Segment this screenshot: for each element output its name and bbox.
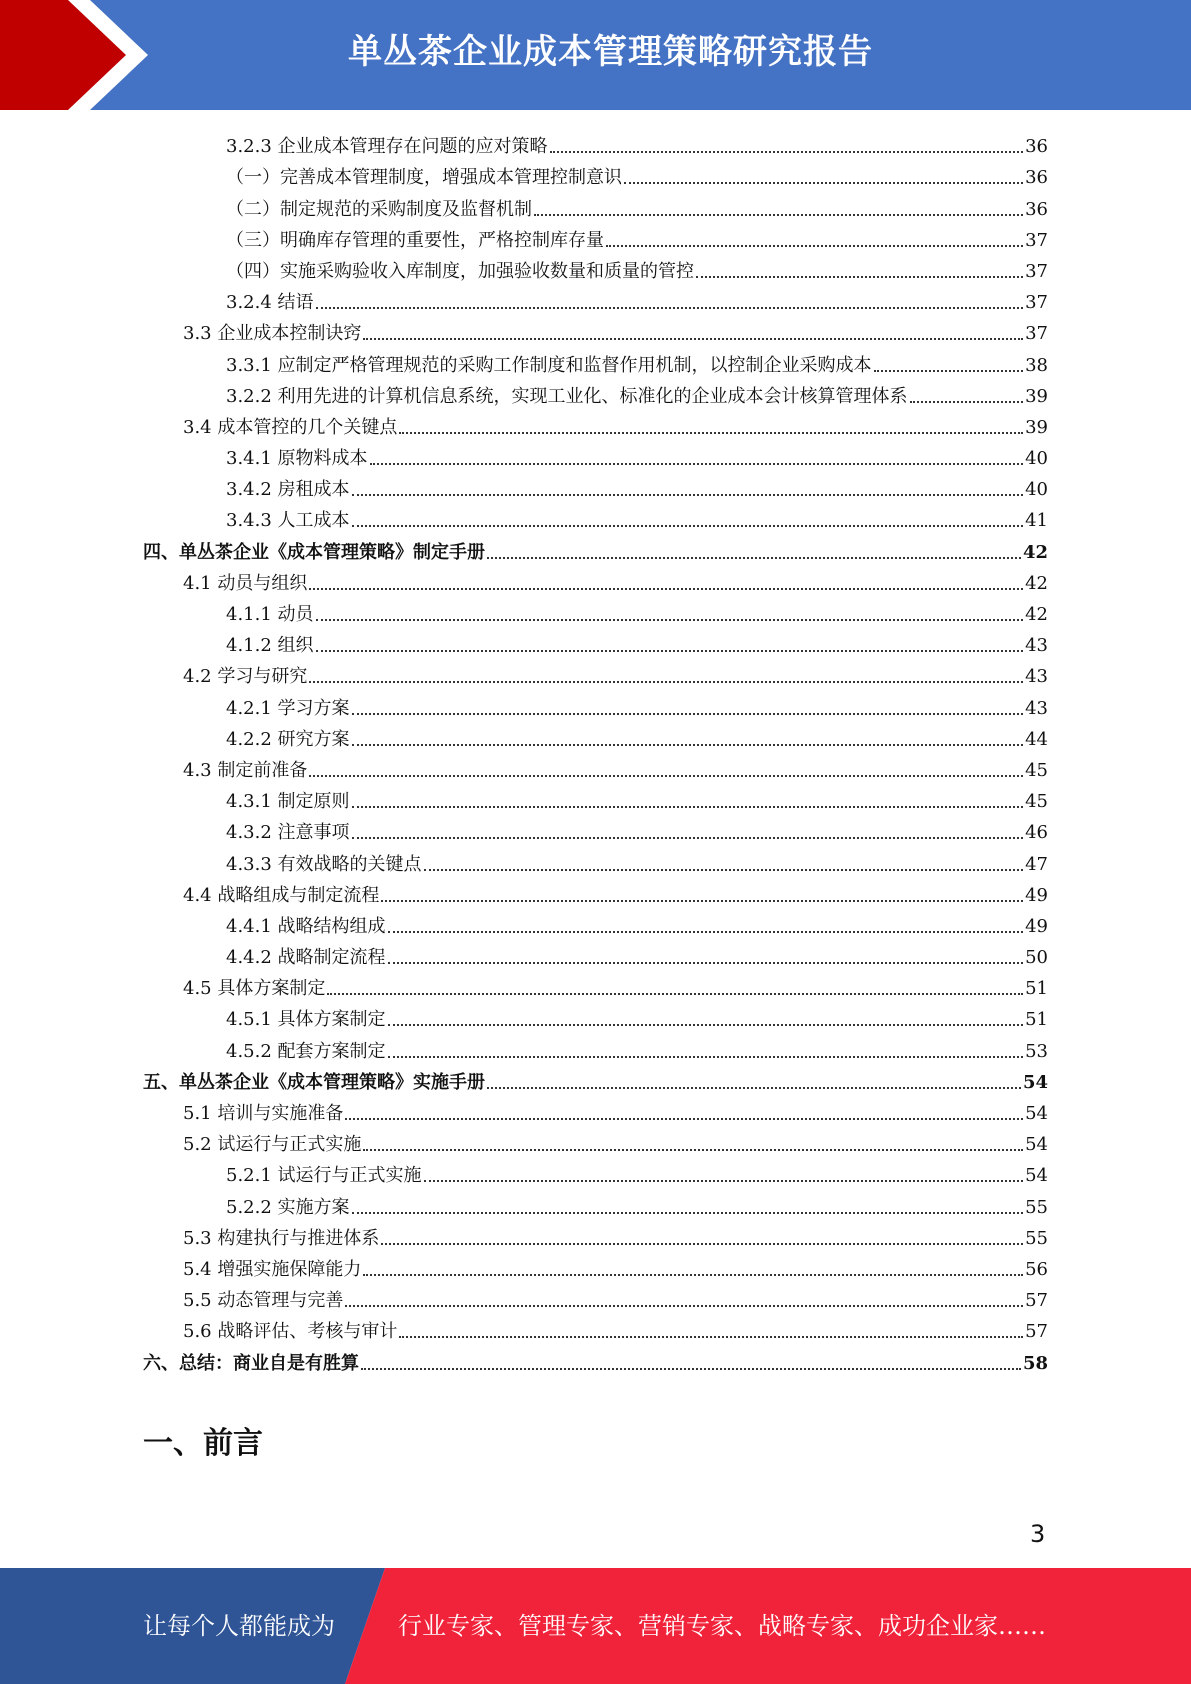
- toc-leader-dots: [399, 432, 1023, 434]
- toc-entry-page: 54: [1025, 1134, 1048, 1156]
- toc-entry[interactable]: [143, 814, 1048, 845]
- toc-entry[interactable]: [143, 845, 1048, 876]
- toc-leader-dots: [381, 900, 1023, 902]
- toc-entry-page: 53: [1025, 1040, 1048, 1062]
- toc-entry[interactable]: [143, 1095, 1048, 1126]
- toc-leader-dots: [534, 214, 1023, 216]
- toc-entry-label: 4.3.1 制定原则: [226, 791, 350, 813]
- toc-entry[interactable]: [143, 627, 1048, 658]
- toc-leader-dots: [316, 619, 1024, 621]
- toc-entry-page: 43: [1025, 635, 1048, 657]
- toc-entry-label: （一）完善成本管理制度，增强成本管理控制意识: [226, 167, 622, 189]
- toc-entry-page: 51: [1025, 978, 1048, 1000]
- toc-entry-label: 3.4.1 原物料成本: [226, 448, 368, 470]
- toc-entry-page: 37: [1025, 292, 1048, 314]
- toc-entry[interactable]: [143, 190, 1048, 221]
- toc-entry-page: 42: [1025, 572, 1048, 594]
- table-of-contents: [143, 128, 1048, 1376]
- toc-leader-dots: [309, 681, 1023, 683]
- toc-leader-dots: [388, 1056, 1024, 1058]
- toc-entry-label: 5.6 战略评估、考核与审计: [183, 1321, 398, 1343]
- toc-entry[interactable]: [143, 721, 1048, 752]
- footer-slogan-left: 让每个人都能成为: [143, 1612, 335, 1640]
- toc-leader-dots: [352, 494, 1024, 496]
- toc-leader-dots: [388, 962, 1024, 964]
- toc-entry-label: 3.2.2 利用先进的计算机信息系统，实现工业化、标准化的企业成本会计核算管理体系: [226, 385, 908, 407]
- toc-entry-page: 40: [1025, 479, 1048, 501]
- toc-leader-dots: [352, 713, 1024, 715]
- toc-entry[interactable]: [143, 752, 1048, 783]
- toc-entry[interactable]: [143, 440, 1048, 471]
- toc-entry-label: 4.4.2 战略制定流程: [226, 947, 386, 969]
- toc-entry[interactable]: [143, 128, 1048, 159]
- toc-entry-page: 45: [1025, 791, 1048, 813]
- toc-entry-label: 4.2 学习与研究: [183, 666, 308, 688]
- toc-entry[interactable]: [143, 1126, 1048, 1157]
- toc-entry[interactable]: [143, 1344, 1048, 1375]
- toc-leader-dots: [624, 182, 1023, 184]
- toc-entry[interactable]: [143, 1188, 1048, 1219]
- toc-entry-page: 37: [1025, 229, 1048, 251]
- toc-entry-label: 4.3.3 有效战略的关键点: [226, 853, 422, 875]
- footer-slogan-right: 行业专家、管理专家、营销专家、战略专家、成功企业家……: [398, 1612, 1046, 1640]
- toc-entry-label: 4.3 制定前准备: [183, 759, 308, 781]
- toc-entry-page: 37: [1025, 260, 1048, 282]
- toc-entry-page: 57: [1025, 1321, 1048, 1343]
- toc-entry-label: 4.4 战略组成与制定流程: [183, 884, 380, 906]
- toc-entry-page: 42: [1022, 541, 1048, 563]
- toc-entry-page: 45: [1025, 759, 1048, 781]
- toc-entry-label: 5.2.1 试运行与正式实施: [226, 1165, 422, 1187]
- toc-entry-page: 37: [1025, 323, 1048, 345]
- toc-entry[interactable]: [143, 1157, 1048, 1188]
- toc-entry-label: 4.2.2 研究方案: [226, 728, 350, 750]
- toc-entry-page: 54: [1022, 1071, 1048, 1093]
- toc-leader-dots: [363, 1274, 1023, 1276]
- toc-entry-label: 3.2.4 结语: [226, 292, 314, 314]
- toc-entry-page: 50: [1025, 947, 1048, 969]
- toc-entry-page: 54: [1025, 1165, 1048, 1187]
- toc-leader-dots: [388, 1024, 1024, 1026]
- toc-entry-label: 3.3.1 应制定严格管理规范的采购工作制度和监督作用机制，以控制企业采购成本: [226, 354, 872, 376]
- toc-entry-label: 4.1.1 动员: [226, 604, 314, 625]
- toc-entry-label: 3.4.3 人工成本: [226, 510, 350, 532]
- toc-entry[interactable]: [143, 471, 1048, 502]
- toc-entry-page: 38: [1025, 354, 1048, 376]
- toc-entry-label: 5.5 动态管理与完善: [183, 1290, 344, 1312]
- toc-entry[interactable]: [143, 1032, 1048, 1063]
- toc-entry-page: 36: [1025, 136, 1048, 158]
- toc-entry[interactable]: [143, 315, 1048, 346]
- page-footer: [0, 1568, 1191, 1684]
- toc-entry[interactable]: [143, 658, 1048, 689]
- toc-entry-label: （三）明确库存管理的重要性，严格控制库存量: [226, 229, 604, 251]
- toc-entry-page: 46: [1025, 822, 1048, 844]
- toc-entry[interactable]: [143, 1313, 1048, 1344]
- toc-leader-dots: [309, 775, 1023, 777]
- toc-entry-page: 57: [1025, 1290, 1048, 1312]
- toc-entry-page: 55: [1025, 1227, 1048, 1249]
- toc-entry-page: 49: [1025, 884, 1048, 906]
- toc-entry-page: 49: [1025, 915, 1048, 937]
- toc-entry-page: 36: [1025, 198, 1048, 220]
- toc-entry-label: （四）实施采购验收入库制度，加强验收数量和质量的管控: [226, 260, 694, 282]
- toc-entry-label: 3.4 成本管控的几个关键点: [183, 416, 398, 438]
- toc-entry-page: 55: [1025, 1196, 1048, 1218]
- toc-entry-label: 4.1 动员与组织: [183, 572, 308, 594]
- toc-entry-label: 5.4 增强实施保障能力: [183, 1258, 362, 1280]
- toc-entry[interactable]: [143, 689, 1048, 720]
- toc-entry[interactable]: [143, 1282, 1048, 1313]
- toc-leader-dots: [363, 1149, 1023, 1151]
- toc-entry[interactable]: [143, 222, 1048, 253]
- toc-leader-dots: [352, 837, 1024, 839]
- toc-entry-page: 42: [1025, 604, 1048, 625]
- section-heading: 一、前言: [143, 1426, 263, 1461]
- toc-entry[interactable]: [143, 159, 1048, 190]
- toc-leader-dots: [316, 307, 1024, 309]
- toc-entry-page: 44: [1025, 728, 1048, 750]
- toc-leader-dots: [606, 245, 1023, 247]
- report-title: 单丛茶企业成本管理策略研究报告: [348, 32, 873, 72]
- toc-leader-dots: [910, 401, 1024, 403]
- toc-entry-page: 58: [1022, 1352, 1048, 1374]
- toc-entry-page: 39: [1025, 385, 1048, 407]
- toc-leader-dots: [309, 588, 1023, 590]
- toc-leader-dots: [424, 1180, 1024, 1182]
- toc-leader-dots: [327, 993, 1023, 995]
- toc-entry-page: 47: [1025, 853, 1048, 875]
- toc-entry-page: 56: [1025, 1258, 1048, 1280]
- toc-entry[interactable]: [143, 284, 1048, 315]
- toc-entry-page: 43: [1025, 666, 1048, 688]
- toc-entry-page: 36: [1025, 167, 1048, 189]
- toc-entry[interactable]: [143, 409, 1048, 440]
- toc-entry-page: 39: [1025, 416, 1048, 438]
- toc-entry-label: 3.3 企业成本控制诀窍: [183, 323, 362, 345]
- page-header: [0, 0, 1191, 110]
- toc-leader-dots: [550, 151, 1024, 153]
- toc-entry-label: 5.3 构建执行与推进体系: [183, 1227, 380, 1249]
- toc-entry-label: （二）制定规范的采购制度及监督机制: [226, 198, 532, 220]
- toc-entry-page: 51: [1025, 1009, 1048, 1031]
- toc-entry-label: 3.2.3 企业成本管理存在问题的应对策略: [226, 136, 548, 158]
- toc-entry[interactable]: [143, 1001, 1048, 1032]
- toc-entry-label: 4.5 具体方案制定: [183, 978, 326, 1000]
- toc-leader-dots: [316, 650, 1024, 652]
- toc-entry-page: 41: [1025, 510, 1048, 532]
- toc-entry-page: 43: [1025, 697, 1048, 719]
- toc-leader-dots: [487, 1087, 1021, 1089]
- toc-leader-dots: [352, 1212, 1024, 1214]
- toc-entry-label: 六、总结：商业自是有胜算: [143, 1352, 359, 1374]
- toc-entry-label: 4.5.2 配套方案制定: [226, 1040, 386, 1062]
- toc-leader-dots: [345, 1118, 1023, 1120]
- toc-entry[interactable]: [143, 378, 1048, 409]
- toc-leader-dots: [399, 1336, 1023, 1338]
- toc-entry-label: 4.4.1 战略结构组成: [226, 915, 386, 937]
- toc-entry[interactable]: [143, 1064, 1048, 1095]
- toc-entry[interactable]: [143, 783, 1048, 814]
- toc-leader-dots: [352, 806, 1024, 808]
- toc-entry[interactable]: [143, 970, 1048, 1001]
- toc-entry-label: 5.2 试运行与正式实施: [183, 1134, 362, 1156]
- toc-leader-dots: [363, 338, 1023, 340]
- toc-leader-dots: [424, 869, 1024, 871]
- toc-leader-dots: [361, 1368, 1021, 1370]
- toc-leader-dots: [696, 276, 1023, 278]
- toc-entry[interactable]: [143, 346, 1048, 377]
- toc-entry[interactable]: [143, 1220, 1048, 1251]
- toc-leader-dots: [370, 463, 1024, 465]
- toc-entry-label: 4.2.1 学习方案: [226, 697, 350, 719]
- toc-entry[interactable]: [143, 596, 1048, 627]
- toc-leader-dots: [352, 525, 1024, 527]
- toc-entry-label: 四、单丛茶企业《成本管理策略》制定手册: [143, 541, 485, 563]
- toc-leader-dots: [874, 370, 1024, 372]
- toc-entry[interactable]: [143, 253, 1048, 284]
- toc-entry[interactable]: [143, 502, 1048, 533]
- page-number: 3: [1030, 1520, 1046, 1548]
- toc-leader-dots: [381, 1243, 1023, 1245]
- toc-entry[interactable]: [143, 533, 1048, 564]
- toc-leader-dots: [487, 557, 1021, 559]
- toc-entry[interactable]: [143, 565, 1048, 596]
- toc-entry-label: 4.5.1 具体方案制定: [226, 1009, 386, 1031]
- toc-entry[interactable]: [143, 1251, 1048, 1282]
- toc-entry-label: 五、单丛茶企业《成本管理策略》实施手册: [143, 1071, 485, 1093]
- toc-entry-label: 4.3.2 注意事项: [226, 822, 350, 844]
- toc-entry-page: 40: [1025, 448, 1048, 470]
- toc-entry[interactable]: [143, 908, 1048, 939]
- toc-leader-dots: [388, 931, 1024, 933]
- toc-entry-page: 54: [1025, 1103, 1048, 1124]
- toc-entry[interactable]: [143, 877, 1048, 908]
- toc-entry-label: 5.2.2 实施方案: [226, 1196, 350, 1218]
- toc-leader-dots: [352, 744, 1024, 746]
- toc-entry-label: 5.1 培训与实施准备: [183, 1103, 344, 1124]
- toc-entry[interactable]: [143, 939, 1048, 970]
- toc-entry-label: 4.1.2 组织: [226, 635, 314, 657]
- toc-leader-dots: [345, 1305, 1023, 1307]
- toc-entry-label: 3.4.2 房租成本: [226, 479, 350, 501]
